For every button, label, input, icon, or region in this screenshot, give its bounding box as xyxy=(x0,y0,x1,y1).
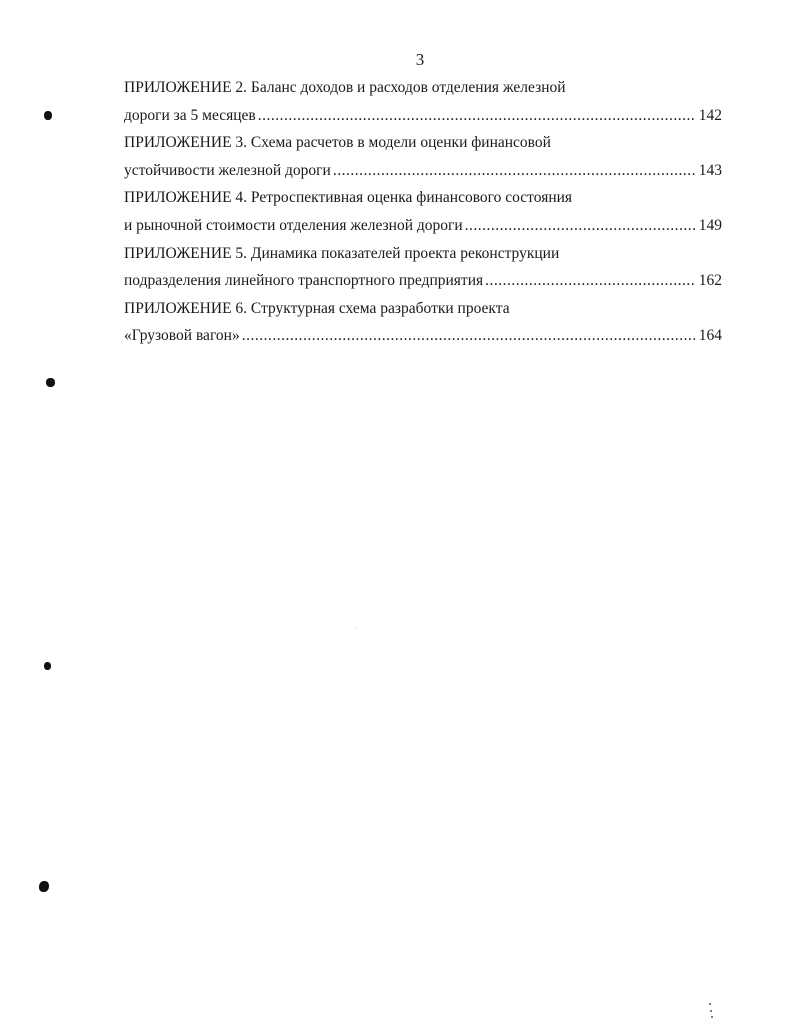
dot-leader xyxy=(485,267,696,295)
toc-page-number: 164 xyxy=(698,327,722,345)
dot-leader xyxy=(333,157,696,185)
dot-leader xyxy=(242,322,696,350)
table-of-contents xyxy=(124,74,722,350)
toc-page-number: 142 xyxy=(698,106,722,124)
scan-speck xyxy=(710,1010,712,1012)
toc-page-number: 162 xyxy=(698,272,722,290)
scan-speck xyxy=(711,1016,713,1018)
toc-entry-continuation xyxy=(124,157,722,185)
toc-entry-continuation xyxy=(124,267,722,295)
toc-entry-appendix-2 xyxy=(124,74,722,129)
binding-hole-mark xyxy=(39,881,49,892)
toc-entry-continuation-text: дороги за 5 месяцев xyxy=(124,106,256,124)
toc-entry-appendix-3 xyxy=(124,129,722,184)
toc-entry-appendix-6 xyxy=(124,295,722,350)
toc-entry-title-text: ПРИЛОЖЕНИЕ 6. Структурная схема разработки проекта xyxy=(124,299,510,317)
toc-entry-title-text: ПРИЛОЖЕНИЕ 4. Ретроспективная оценка финансового состояния xyxy=(124,189,573,207)
dot-leader xyxy=(465,212,696,240)
toc-entry-continuation-text: устойчивости железной дороги xyxy=(124,161,331,179)
toc-entry-title xyxy=(124,74,722,102)
toc-entry-continuation xyxy=(124,212,722,240)
toc-entry-title-text: ПРИЛОЖЕНИЕ 3. Схема расчетов в модели оценки финансовой xyxy=(124,134,551,152)
toc-page-number: 149 xyxy=(698,216,722,234)
toc-page-number: 143 xyxy=(698,161,722,179)
toc-entry-title xyxy=(124,295,722,323)
toc-entry-title-text: ПРИЛОЖЕНИЕ 5. Динамика показателей проекта реконструкции xyxy=(124,244,560,262)
toc-entry-appendix-5 xyxy=(124,240,722,295)
toc-entry-continuation-text: «Грузовой вагон» xyxy=(124,327,240,345)
toc-entry-title xyxy=(124,129,722,157)
toc-entry-appendix-4 xyxy=(124,184,722,239)
page-number: 3 xyxy=(415,50,425,69)
toc-entry-title-text: ПРИЛОЖЕНИЕ 2. Баланс доходов и расходов отделения железной xyxy=(124,79,566,96)
binding-hole-mark xyxy=(46,378,55,387)
binding-hole-mark xyxy=(44,111,52,120)
toc-entry-title xyxy=(124,184,722,212)
scan-speck xyxy=(355,627,356,628)
toc-entry-continuation-text: и рыночной стоимости отделения железной дороги xyxy=(124,216,463,234)
scan-speck xyxy=(709,1003,711,1005)
toc-entry-continuation-text: подразделения линейного транспортного предприятия xyxy=(124,272,484,290)
toc-entry-title xyxy=(124,240,722,268)
binding-hole-mark xyxy=(44,662,51,670)
dot-leader xyxy=(258,102,696,130)
toc-entry-continuation xyxy=(124,322,722,350)
toc-entry-continuation xyxy=(124,102,722,130)
